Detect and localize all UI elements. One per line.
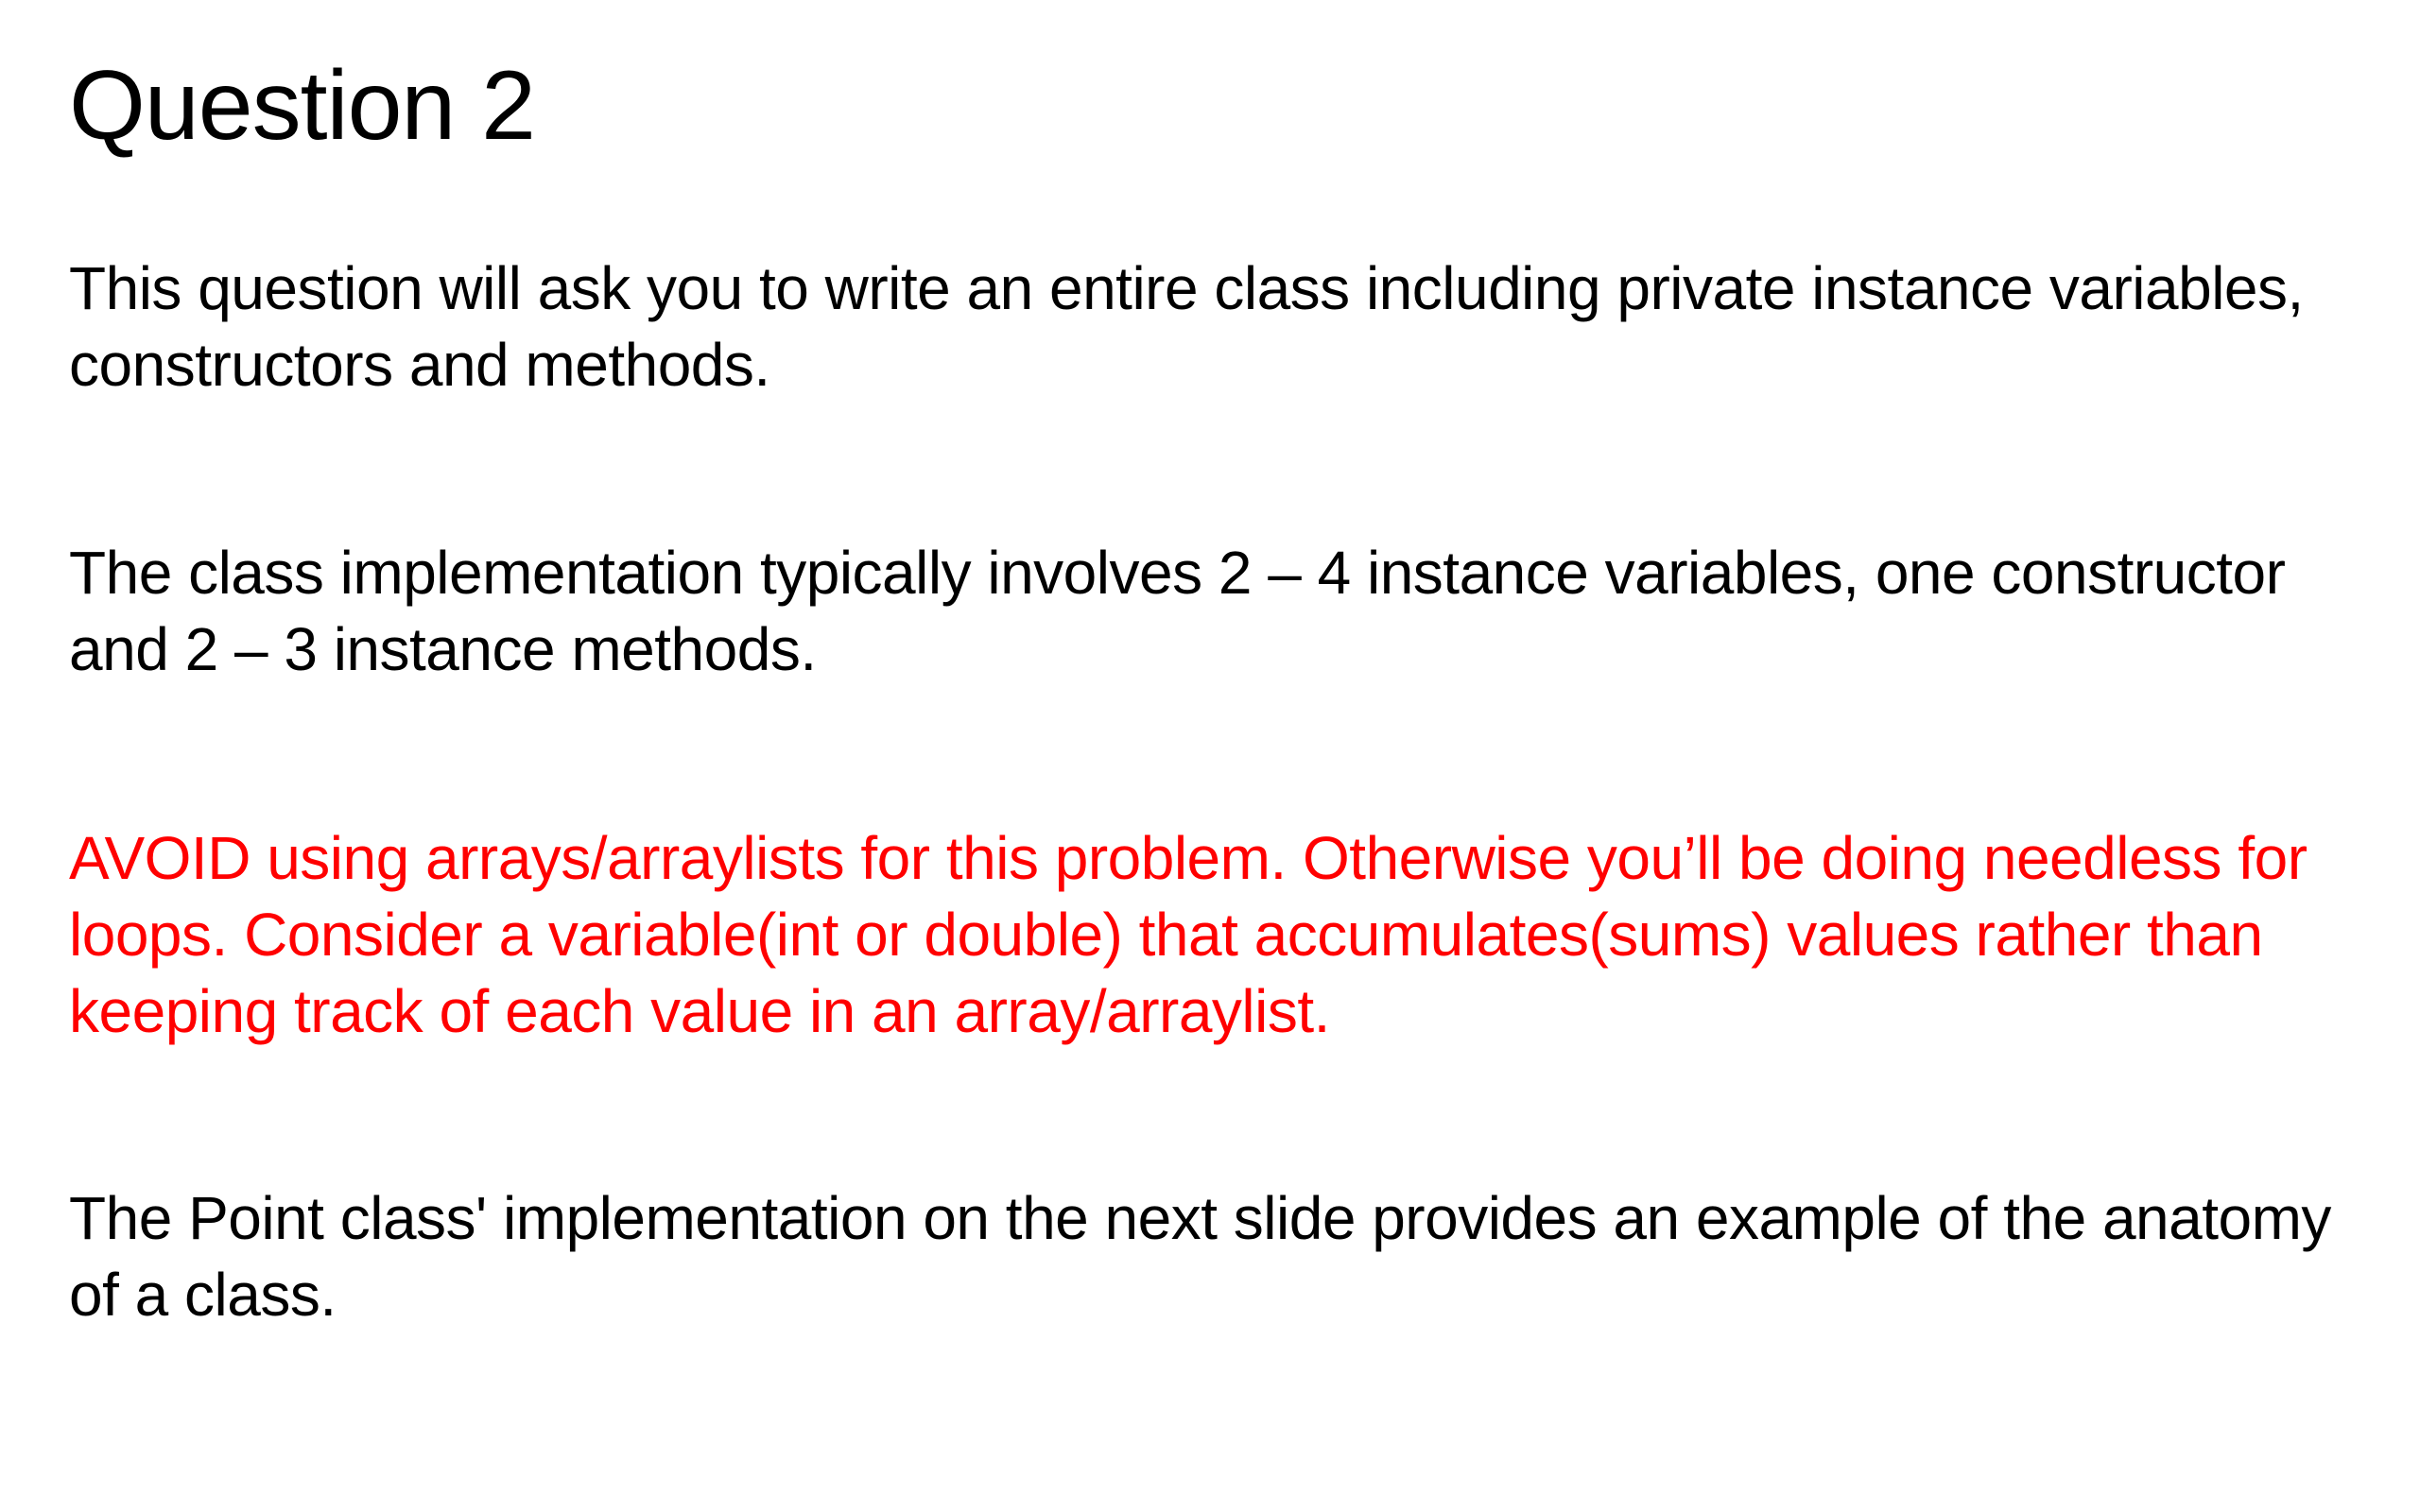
paragraph-point-class-reference: The Point class' implementation on the next slide provides an example of the anatomy of a class. [69,1184,2331,1329]
paragraph-class-question-overview: This question will ask you to write an entire class including private instance variables, constructors and methods. [69,254,2304,399]
slide-title: Question 2 [69,51,535,161]
paragraph-avoid-arrays-warning: AVOID using arrays/arraylists for this problem. Otherwise you’ll be doing needless for loops. Consider a variable(int or double) that accumulates(sums) values rather than keeping track of each value in an array/arraylist. [69,824,2308,1045]
paragraph-typical-implementation: The class implementation typically involves 2 – 4 instance variables, one constructor and 2 – 3 instance methods. [69,539,2286,683]
